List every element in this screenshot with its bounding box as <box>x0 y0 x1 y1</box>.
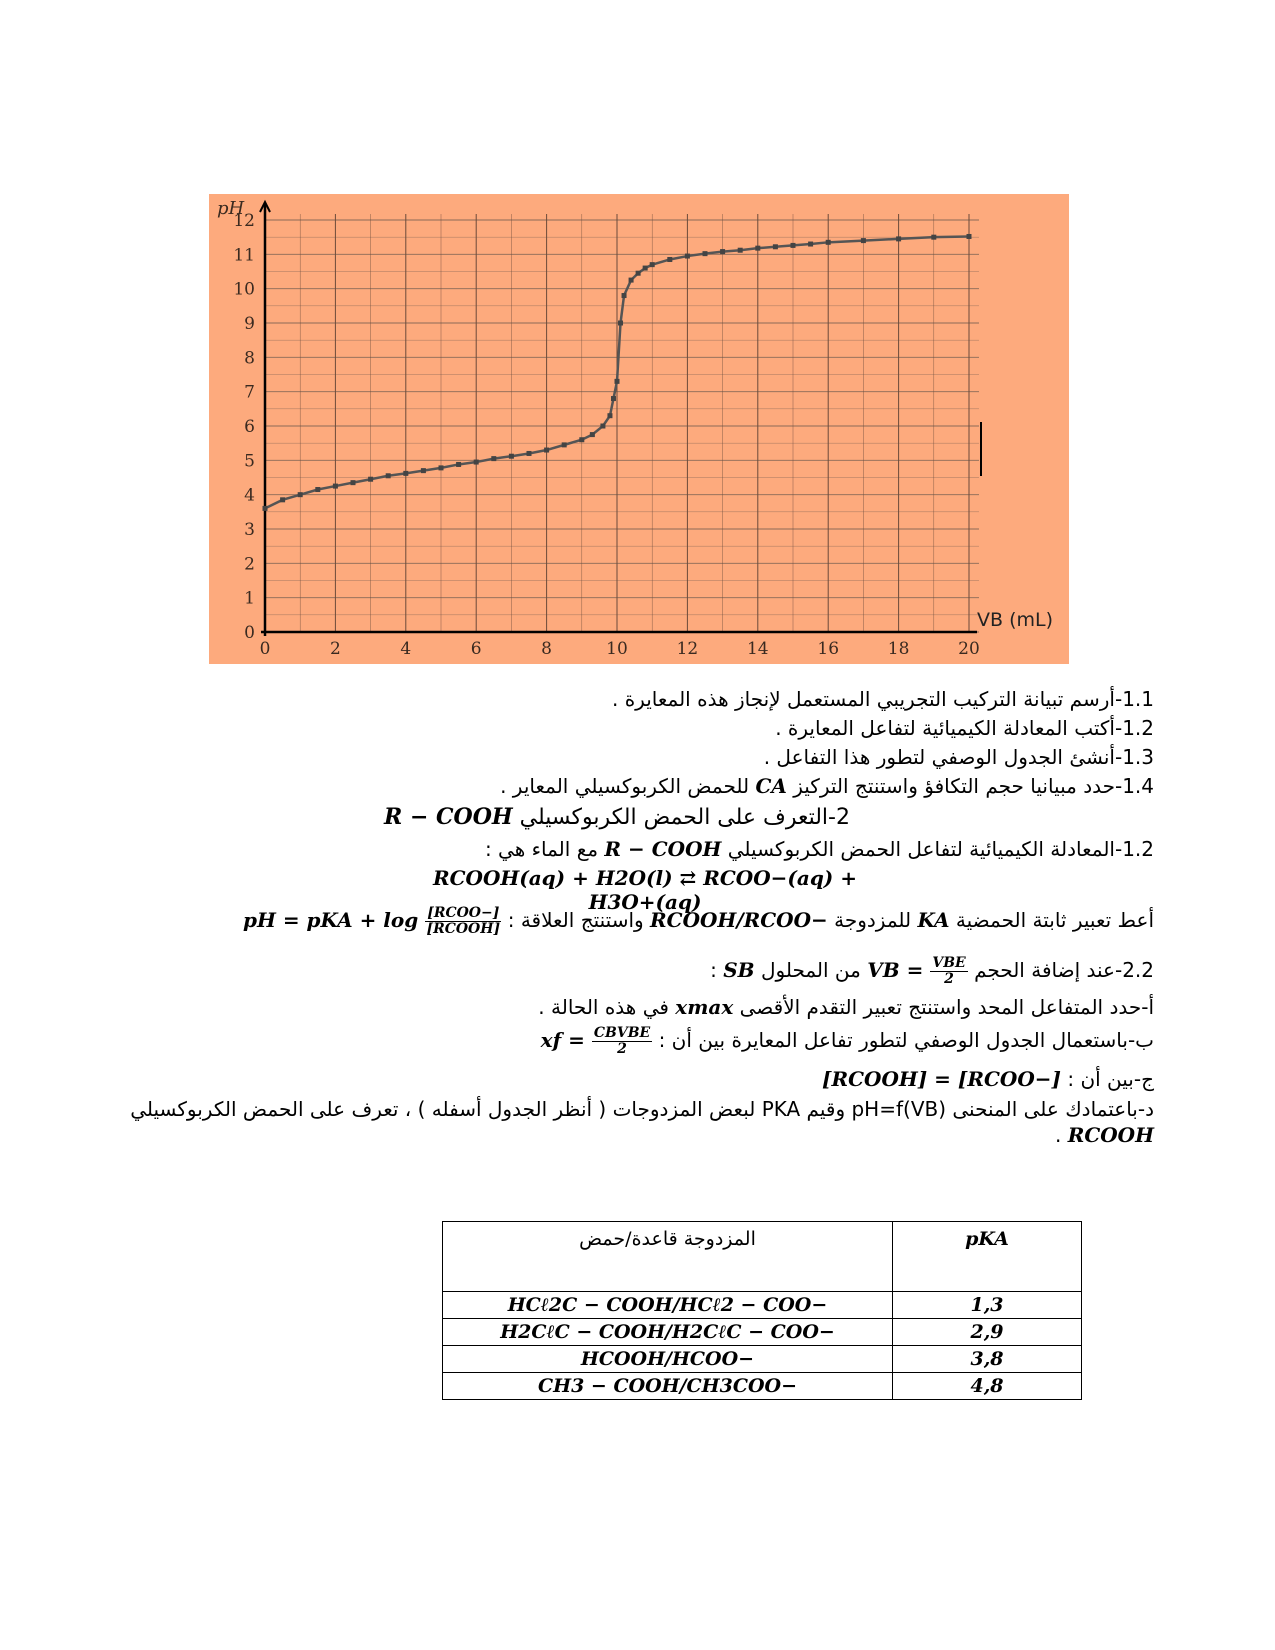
y-tick-label: 1 <box>244 588 255 609</box>
pka-cell: 1,3 <box>893 1292 1082 1319</box>
data-point <box>861 238 866 243</box>
data-point <box>896 236 901 241</box>
data-point <box>967 234 972 239</box>
y-tick-label: 2 <box>244 554 255 575</box>
data-point <box>611 396 616 401</box>
y-tick-label: 7 <box>244 382 255 403</box>
equilibrium-equation: RCOOH(aq) + H2O(l) ⇄ RCOO−(aq) + H3O+(aq) <box>432 866 857 914</box>
data-point <box>600 424 605 429</box>
data-point <box>368 477 373 482</box>
question-d: د-باعتمادك على المنحنى pH=f(VB) وقيم PKA لبعض المزدوجات ( أنظر الجدول أسفله ) ، تعرف على الحمض الكربوكسيلي RCOOH . <box>130 1097 1154 1147</box>
data-point <box>456 462 461 467</box>
data-point <box>386 473 391 478</box>
data-point <box>298 492 303 497</box>
data-point <box>618 321 623 326</box>
x-tick-label: 10 <box>606 639 628 659</box>
question-1-3: 1.3-أنشئ الجدول الوصفي لتطور هذا التفاعل . <box>763 745 1154 769</box>
y-tick-label: 11 <box>233 245 255 266</box>
x-tick-label: 14 <box>746 639 769 659</box>
var-ca: CA <box>755 774 787 798</box>
x-tick-label: 18 <box>887 639 910 659</box>
table-row <box>443 1292 1082 1319</box>
data-point <box>791 243 796 248</box>
x-tick-label: 12 <box>676 639 699 659</box>
data-point <box>280 497 285 502</box>
couple-cell: HCℓ2C − COOH/HCℓ2 − COO− <box>443 1292 893 1319</box>
y-tick-label: 4 <box>244 485 255 506</box>
titration-chart <box>209 194 1069 664</box>
question-2-2: 2.2-عند إضافة الحجم VB = $\frac{\text{VBE}}{2}$ من المحلول SB : <box>710 955 1154 987</box>
data-point <box>826 240 831 245</box>
data-point <box>579 437 584 442</box>
y-tick-label: 3 <box>244 520 255 540</box>
question-1-2: 1.2-أكتب المعادلة الكيميائية لتفاعل المعايرة . <box>775 716 1154 740</box>
question-1-1: 1.1-أرسم تبيانة التركيب التجريبي المستعمل لإنجاز هذه المعايرة . <box>611 687 1154 711</box>
data-point <box>650 262 655 267</box>
data-point <box>720 249 725 254</box>
question-c: ج-بين أن : [RCOOH] = [RCOO−] <box>822 1067 1154 1091</box>
data-point <box>607 413 612 418</box>
y-tick-label: 0 <box>244 623 255 643</box>
x-axis-label: VB (mL) <box>977 609 1053 631</box>
data-point <box>333 484 338 489</box>
data-point <box>544 448 549 453</box>
data-point <box>509 454 514 459</box>
table-row <box>443 1346 1082 1373</box>
x-tick-label: 4 <box>400 639 412 659</box>
table-row <box>443 1373 1082 1400</box>
question-1-4: 1.4-حدد مبيانيا حجم التكافؤ واستنتج التركيز CA للحمض الكربوكسيلي المعاير . <box>500 774 1154 798</box>
x-tick-label: 20 <box>958 639 980 659</box>
couple-cell: H2CℓC − COOH/H2CℓC − COO− <box>443 1319 893 1346</box>
question-2-title: 2-التعرف على الحمض الكربوكسيلي R − COOH <box>384 804 850 830</box>
question-a: أ-حدد المتفاعل المحد واستنتج تعبير التقدم الأقصى xmax في هذه الحالة . <box>538 995 1154 1019</box>
data-point <box>263 506 268 511</box>
question-2-1: 1.2-المعادلة الكيميائية لتفاعل الحمض الكربوكسيلي R − COOH مع الماء هي : <box>484 837 1154 861</box>
y-tick-label: 9 <box>244 314 255 334</box>
log-fraction: $\frac{\text{[RCOO−]}}{\text{[RCOOH]}}$ <box>426 905 501 937</box>
var-rcooh: R − COOH <box>384 804 513 830</box>
data-point <box>773 244 778 249</box>
table-row <box>443 1319 1082 1346</box>
header-pka: pKA <box>893 1222 1082 1292</box>
data-point <box>562 442 567 447</box>
data-point <box>685 254 690 259</box>
question-b: ب-باستعمال الجدول الوصفي لتطور تفاعل المعايرة بين أن : xf = $\frac{\text{CBVBE}}{2}$ <box>540 1025 1154 1057</box>
question-ka: أعط تعبير ثابتة الحمضية KA للمزدوجة RCOOH/RCOO− واستنتج العلاقة : pH = pKA + log $\frac{\text{[RCOO−]}}{\text{[RCOOH]}}$ <box>242 905 1154 937</box>
data-point <box>738 248 743 253</box>
x-tick-label: 0 <box>259 639 271 659</box>
data-point <box>931 235 936 240</box>
y-tick-label: 12 <box>233 211 255 231</box>
data-point <box>755 246 760 251</box>
data-point <box>474 460 479 465</box>
pka-cell: 2,9 <box>893 1319 1082 1346</box>
data-point <box>527 451 532 456</box>
data-point <box>439 465 444 470</box>
y-tick-label: 5 <box>244 451 255 472</box>
data-point <box>491 456 496 461</box>
x-tick-label: 6 <box>470 639 482 659</box>
couple-cell: HCOOH/HCOO− <box>443 1346 893 1373</box>
chart-svg <box>209 194 1069 664</box>
header-couple: المزدوجة قاعدة/حمض <box>443 1222 893 1292</box>
y-axis-label: pH <box>217 198 245 219</box>
data-point <box>351 480 356 485</box>
pka-cell: 4,8 <box>893 1373 1082 1400</box>
y-tick-label: 8 <box>244 348 255 369</box>
data-point <box>421 468 426 473</box>
data-point <box>629 278 634 283</box>
data-point <box>636 271 641 276</box>
data-point <box>643 266 648 271</box>
data-point <box>615 379 620 384</box>
y-tick-label: 6 <box>244 417 255 437</box>
x-tick-label: 16 <box>817 639 840 659</box>
pka-table <box>442 1221 1082 1400</box>
couple-cell: CH3 − COOH/CH3COO− <box>443 1373 893 1400</box>
data-point <box>808 242 813 247</box>
pka-cell: 3,8 <box>893 1346 1082 1373</box>
y-tick-label: 10 <box>233 279 255 300</box>
data-point <box>315 487 320 492</box>
data-point <box>590 432 595 437</box>
data-point <box>622 293 627 298</box>
x-tick-label: 8 <box>541 639 553 659</box>
data-point <box>667 257 672 262</box>
data-point <box>403 471 408 476</box>
data-point <box>703 251 708 256</box>
x-tick-label: 2 <box>329 639 341 659</box>
